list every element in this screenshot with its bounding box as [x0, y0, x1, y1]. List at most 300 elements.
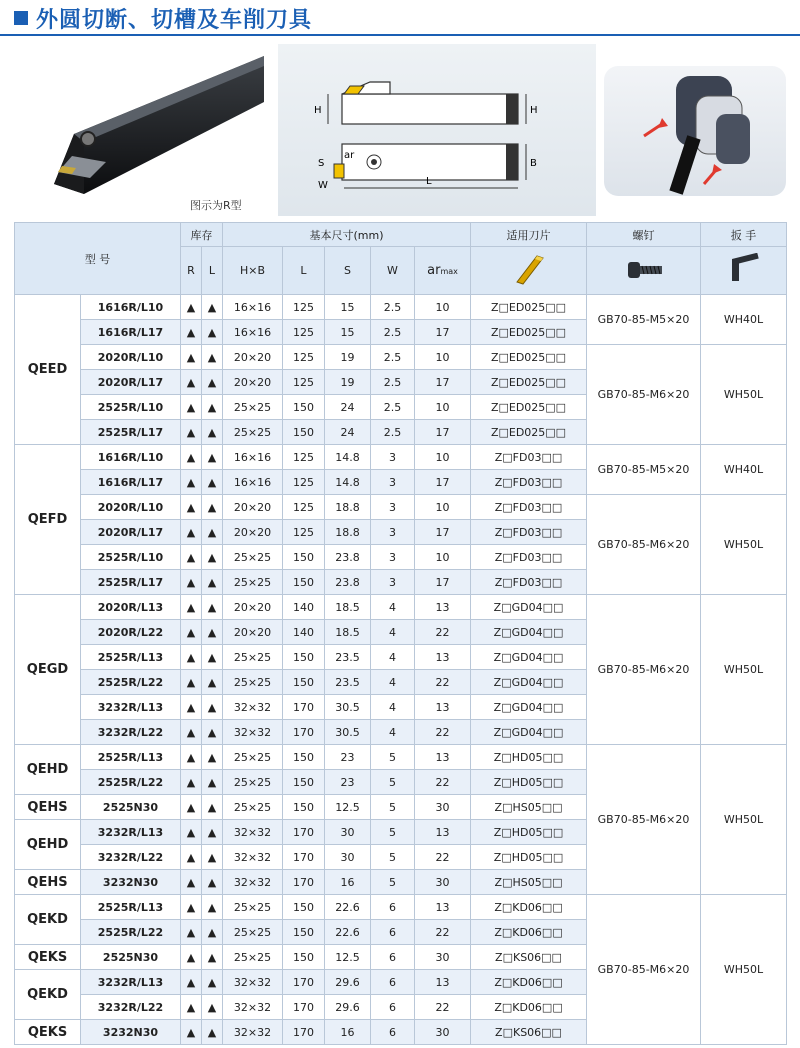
ar-cell: 22	[415, 845, 471, 870]
stock-l-cell: ▲	[202, 745, 223, 770]
insert-cell: Z□ED025□□	[471, 370, 587, 395]
length-cell: 125	[283, 345, 325, 370]
length-cell: 150	[283, 570, 325, 595]
length-cell: 150	[283, 745, 325, 770]
s-cell: 30	[325, 820, 371, 845]
stock-l-cell: ▲	[202, 945, 223, 970]
insert-image-icon	[509, 252, 549, 286]
ar-cell: 30	[415, 945, 471, 970]
length-cell: 125	[283, 520, 325, 545]
model-cell: 2525R/L10	[81, 395, 181, 420]
hxb-cell: 32×32	[223, 970, 283, 995]
ar-cell: 17	[415, 570, 471, 595]
title-divider	[0, 34, 800, 36]
group-name: QEHD	[15, 745, 81, 795]
insert-cell: Z□FD03□□	[471, 470, 587, 495]
model-cell: 3232R/L22	[81, 845, 181, 870]
stock-r-cell: ▲	[181, 520, 202, 545]
w-cell: 5	[371, 845, 415, 870]
model-cell: 1616R/L10	[81, 445, 181, 470]
stock-l-cell: ▲	[202, 295, 223, 320]
insert-icon	[471, 247, 587, 295]
w-cell: 4	[371, 645, 415, 670]
table-row	[15, 295, 787, 320]
hxb-cell: 20×20	[223, 495, 283, 520]
ar-cell: 10	[415, 295, 471, 320]
header-ar	[415, 247, 471, 295]
hxb-cell: 32×32	[223, 1020, 283, 1045]
s-cell: 24	[325, 395, 371, 420]
length-cell: 125	[283, 470, 325, 495]
w-cell: 6	[371, 970, 415, 995]
w-cell: 2.5	[371, 320, 415, 345]
length-cell: 150	[283, 670, 325, 695]
insert-cell: Z□GD04□□	[471, 720, 587, 745]
page-title: 外圆切断、切槽及车削刀具	[36, 8, 313, 33]
length-cell: 170	[283, 995, 325, 1020]
s-cell: 30.5	[325, 695, 371, 720]
hxb-cell: 16×16	[223, 320, 283, 345]
s-cell: 30.5	[325, 720, 371, 745]
stock-r-cell: ▲	[181, 870, 202, 895]
s-cell: 22.6	[325, 920, 371, 945]
stock-l-cell: ▲	[202, 795, 223, 820]
stock-r-cell: ▲	[181, 670, 202, 695]
length-cell: 170	[283, 970, 325, 995]
hxb-cell: 25×25	[223, 420, 283, 445]
ar-cell: 22	[415, 920, 471, 945]
group-name: QEHS	[15, 795, 81, 820]
insert-cell: Z□FD03□□	[471, 445, 587, 470]
s-cell: 24	[325, 420, 371, 445]
hxb-cell: 20×20	[223, 520, 283, 545]
model-cell: 1616R/L17	[81, 470, 181, 495]
stock-l-cell: ▲	[202, 370, 223, 395]
hxb-cell: 25×25	[223, 645, 283, 670]
ar-cell: 10	[415, 345, 471, 370]
hxb-cell: 25×25	[223, 945, 283, 970]
stock-r-cell: ▲	[181, 770, 202, 795]
insert-cell: Z□GD04□□	[471, 670, 587, 695]
insert-cell: Z□ED025□□	[471, 420, 587, 445]
length-cell: 125	[283, 495, 325, 520]
screw-cell: GB70-85-M5×20	[587, 445, 701, 495]
group-name: QEKD	[15, 895, 81, 945]
header-screw: 螺钉	[587, 223, 701, 247]
length-cell: 150	[283, 795, 325, 820]
stock-r-cell: ▲	[181, 345, 202, 370]
stock-r-cell: ▲	[181, 470, 202, 495]
stock-l-cell: ▲	[202, 645, 223, 670]
stock-l-cell: ▲	[202, 995, 223, 1020]
s-cell: 15	[325, 320, 371, 345]
model-cell: 1616R/L17	[81, 320, 181, 345]
insert-cell: Z□GD04□□	[471, 595, 587, 620]
table-row	[15, 745, 787, 770]
screw-image-icon	[622, 254, 666, 284]
model-cell: 2525R/L22	[81, 770, 181, 795]
wrench-cell: WH50L	[701, 495, 787, 595]
length-cell: 170	[283, 695, 325, 720]
stock-l-cell: ▲	[202, 820, 223, 845]
stock-l-cell: ▲	[202, 570, 223, 595]
s-cell: 30	[325, 845, 371, 870]
stock-l-cell: ▲	[202, 445, 223, 470]
hxb-cell: 25×25	[223, 795, 283, 820]
model-cell: 2020R/L10	[81, 495, 181, 520]
insert-cell: Z□HD05□□	[471, 745, 587, 770]
model-cell: 3232N30	[81, 870, 181, 895]
header-dims: 基本尺寸(mm)	[223, 223, 471, 247]
insert-cell: Z□GD04□□	[471, 695, 587, 720]
s-cell: 23	[325, 745, 371, 770]
w-cell: 4	[371, 695, 415, 720]
title-square-icon	[14, 11, 28, 25]
tool-holder-illustration	[14, 44, 270, 216]
w-cell: 3	[371, 495, 415, 520]
length-cell: 150	[283, 770, 325, 795]
wrench-cell: WH40L	[701, 445, 787, 495]
w-cell: 4	[371, 670, 415, 695]
dim-label-b: B	[530, 158, 537, 169]
spec-table-body	[15, 295, 787, 1045]
model-cell: 3232N30	[81, 1020, 181, 1045]
hxb-cell: 20×20	[223, 345, 283, 370]
table-row	[15, 495, 787, 520]
stock-r-cell: ▲	[181, 720, 202, 745]
s-cell: 19	[325, 370, 371, 395]
model-cell: 2020R/L22	[81, 620, 181, 645]
model-cell: 2525R/L17	[81, 420, 181, 445]
w-cell: 3	[371, 545, 415, 570]
stock-l-cell: ▲	[202, 320, 223, 345]
dim-label-s: S	[318, 158, 325, 169]
table-row	[15, 895, 787, 920]
dim-label-h2: H	[530, 105, 538, 116]
dim-label-h: H	[314, 105, 322, 116]
ar-cell: 17	[415, 520, 471, 545]
w-cell: 5	[371, 820, 415, 845]
stock-l-cell: ▲	[202, 670, 223, 695]
ar-cell: 17	[415, 320, 471, 345]
w-cell: 5	[371, 795, 415, 820]
wrench-cell: WH40L	[701, 295, 787, 345]
w-cell: 4	[371, 595, 415, 620]
ar-cell: 22	[415, 720, 471, 745]
model-cell: 2525R/L17	[81, 570, 181, 595]
stock-r-cell: ▲	[181, 545, 202, 570]
stock-l-cell: ▲	[202, 345, 223, 370]
stock-l-cell: ▲	[202, 970, 223, 995]
length-cell: 125	[283, 370, 325, 395]
length-cell: 150	[283, 895, 325, 920]
dim-label-w: W	[318, 180, 328, 191]
hxb-cell: 25×25	[223, 670, 283, 695]
s-cell: 22.6	[325, 895, 371, 920]
header-model: 型 号	[15, 223, 181, 295]
stock-r-cell: ▲	[181, 1020, 202, 1045]
hxb-cell: 25×25	[223, 745, 283, 770]
stock-r-cell: ▲	[181, 945, 202, 970]
length-cell: 140	[283, 620, 325, 645]
group-name: QEKD	[15, 970, 81, 1020]
stock-r-cell: ▲	[181, 570, 202, 595]
hxb-cell: 25×25	[223, 895, 283, 920]
insert-cell: Z□KS06□□	[471, 1020, 587, 1045]
header-wrench: 扳 手	[701, 223, 787, 247]
ar-cell: 30	[415, 870, 471, 895]
w-cell: 5	[371, 745, 415, 770]
dimension-diagram	[278, 44, 596, 216]
header-w: W	[371, 247, 415, 295]
hxb-cell: 25×25	[223, 920, 283, 945]
s-cell: 23	[325, 770, 371, 795]
hxb-cell: 32×32	[223, 820, 283, 845]
model-cell: 2020R/L10	[81, 345, 181, 370]
group-name: QEKS	[15, 1020, 81, 1045]
model-cell: 2020R/L17	[81, 520, 181, 545]
ar-cell: 13	[415, 645, 471, 670]
screw-cell: GB70-85-M6×20	[587, 595, 701, 745]
model-cell: 2525R/L22	[81, 670, 181, 695]
dim-label-ar: ar	[344, 150, 355, 161]
ar-cell: 13	[415, 895, 471, 920]
w-cell: 3	[371, 570, 415, 595]
stock-r-cell: ▲	[181, 895, 202, 920]
hxb-cell: 16×16	[223, 470, 283, 495]
title-bar	[0, 0, 800, 36]
screw-icon	[587, 247, 701, 295]
group-name: QEED	[15, 295, 81, 445]
ar-cell: 30	[415, 1020, 471, 1045]
length-cell: 150	[283, 945, 325, 970]
header-len: L	[283, 247, 325, 295]
insert-cell: Z□ED025□□	[471, 395, 587, 420]
w-cell: 5	[371, 770, 415, 795]
model-cell: 1616R/L10	[81, 295, 181, 320]
insert-cell: Z□GD04□□	[471, 620, 587, 645]
model-cell: 3232R/L13	[81, 970, 181, 995]
screw-cell: GB70-85-M6×20	[587, 745, 701, 895]
ar-cell: 13	[415, 595, 471, 620]
w-cell: 6	[371, 995, 415, 1020]
stock-l-cell: ▲	[202, 770, 223, 795]
ar-cell: 10	[415, 545, 471, 570]
stock-r-cell: ▲	[181, 495, 202, 520]
s-cell: 12.5	[325, 945, 371, 970]
insert-cell: Z□ED025□□	[471, 320, 587, 345]
hxb-cell: 20×20	[223, 595, 283, 620]
application-image	[604, 66, 786, 196]
workpiece-illustration	[604, 66, 786, 196]
s-cell: 23.8	[325, 570, 371, 595]
ar-cell: 10	[415, 395, 471, 420]
insert-cell: Z□KD06□□	[471, 895, 587, 920]
header-l: L	[202, 247, 223, 295]
length-cell: 150	[283, 545, 325, 570]
length-cell: 125	[283, 445, 325, 470]
w-cell: 2.5	[371, 295, 415, 320]
length-cell: 170	[283, 1020, 325, 1045]
stock-r-cell: ▲	[181, 820, 202, 845]
model-cell: 2525R/L13	[81, 745, 181, 770]
model-cell: 3232R/L22	[81, 720, 181, 745]
stock-r-cell: ▲	[181, 445, 202, 470]
stock-r-cell: ▲	[181, 370, 202, 395]
stock-l-cell: ▲	[202, 845, 223, 870]
stock-r-cell: ▲	[181, 695, 202, 720]
length-cell: 170	[283, 845, 325, 870]
group-name: QEGD	[15, 595, 81, 745]
hxb-cell: 25×25	[223, 570, 283, 595]
hxb-cell: 25×25	[223, 770, 283, 795]
stock-l-cell: ▲	[202, 470, 223, 495]
insert-cell: Z□HD05□□	[471, 845, 587, 870]
stock-l-cell: ▲	[202, 620, 223, 645]
ar-cell: 22	[415, 995, 471, 1020]
ar-cell: 17	[415, 420, 471, 445]
hxb-cell: 20×20	[223, 620, 283, 645]
insert-cell: Z□FD03□□	[471, 520, 587, 545]
ar-cell: 10	[415, 445, 471, 470]
stock-r-cell: ▲	[181, 995, 202, 1020]
s-cell: 12.5	[325, 795, 371, 820]
w-cell: 6	[371, 945, 415, 970]
ar-cell: 22	[415, 770, 471, 795]
group-name: QEHD	[15, 820, 81, 870]
s-cell: 23.8	[325, 545, 371, 570]
stock-l-cell: ▲	[202, 420, 223, 445]
insert-cell: Z□HD05□□	[471, 770, 587, 795]
model-cell: 2525R/L10	[81, 545, 181, 570]
screw-cell: GB70-85-M6×20	[587, 345, 701, 445]
stock-l-cell: ▲	[202, 695, 223, 720]
stock-r-cell: ▲	[181, 620, 202, 645]
s-cell: 16	[325, 1020, 371, 1045]
wrench-cell: WH50L	[701, 345, 787, 445]
header-stock: 库存	[181, 223, 223, 247]
dimension-drawing	[278, 44, 596, 216]
model-cell: 3232R/L13	[81, 820, 181, 845]
insert-cell: Z□HD05□□	[471, 820, 587, 845]
tool-holder-image	[14, 44, 270, 216]
s-cell: 18.5	[325, 595, 371, 620]
table-row	[15, 595, 787, 620]
ar-cell: 17	[415, 470, 471, 495]
wrench-cell: WH50L	[701, 595, 787, 745]
table-row	[15, 345, 787, 370]
length-cell: 150	[283, 420, 325, 445]
w-cell: 3	[371, 470, 415, 495]
s-cell: 14.8	[325, 470, 371, 495]
hxb-cell: 16×16	[223, 445, 283, 470]
stock-r-cell: ▲	[181, 295, 202, 320]
hxb-cell: 20×20	[223, 370, 283, 395]
insert-cell: Z□KD06□□	[471, 970, 587, 995]
stock-r-cell: ▲	[181, 845, 202, 870]
s-cell: 18.8	[325, 495, 371, 520]
stock-r-cell: ▲	[181, 395, 202, 420]
insert-cell: Z□FD03□□	[471, 495, 587, 520]
insert-cell: Z□ED025□□	[471, 295, 587, 320]
s-cell: 19	[325, 345, 371, 370]
hxb-cell: 32×32	[223, 720, 283, 745]
w-cell: 5	[371, 870, 415, 895]
s-cell: 14.8	[325, 445, 371, 470]
ar-cell: 30	[415, 795, 471, 820]
ar-cell: 13	[415, 970, 471, 995]
w-cell: 3	[371, 445, 415, 470]
w-cell: 4	[371, 720, 415, 745]
s-cell: 18.8	[325, 520, 371, 545]
insert-cell: Z□FD03□□	[471, 545, 587, 570]
header-insert: 适用刀片	[471, 223, 587, 247]
ar-cell: 13	[415, 695, 471, 720]
wrench-icon	[701, 247, 787, 295]
stock-l-cell: ▲	[202, 520, 223, 545]
header-s: S	[325, 247, 371, 295]
model-cell: 2020R/L13	[81, 595, 181, 620]
stock-r-cell: ▲	[181, 320, 202, 345]
stock-l-cell: ▲	[202, 495, 223, 520]
table-row	[15, 445, 787, 470]
insert-cell: Z□GD04□□	[471, 645, 587, 670]
model-cell: 2020R/L17	[81, 370, 181, 395]
s-cell: 18.5	[325, 620, 371, 645]
stock-l-cell: ▲	[202, 920, 223, 945]
hxb-cell: 25×25	[223, 545, 283, 570]
length-cell: 150	[283, 395, 325, 420]
stock-l-cell: ▲	[202, 870, 223, 895]
group-name: QEHS	[15, 870, 81, 895]
s-cell: 15	[325, 295, 371, 320]
insert-cell: Z□KS06□□	[471, 945, 587, 970]
wrench-image-icon	[724, 253, 764, 285]
model-cell: 3232R/L13	[81, 695, 181, 720]
w-cell: 3	[371, 520, 415, 545]
stock-l-cell: ▲	[202, 595, 223, 620]
w-cell: 2.5	[371, 345, 415, 370]
length-cell: 125	[283, 295, 325, 320]
stock-l-cell: ▲	[202, 545, 223, 570]
length-cell: 125	[283, 320, 325, 345]
header-hxb: H×B	[223, 247, 283, 295]
stock-r-cell: ▲	[181, 645, 202, 670]
w-cell: 6	[371, 1020, 415, 1045]
s-cell: 23.5	[325, 670, 371, 695]
model-cell: 3232R/L22	[81, 995, 181, 1020]
stock-r-cell: ▲	[181, 745, 202, 770]
model-cell: 2525R/L22	[81, 920, 181, 945]
header-r: R	[181, 247, 202, 295]
stock-r-cell: ▲	[181, 970, 202, 995]
s-cell: 29.6	[325, 995, 371, 1020]
w-cell: 6	[371, 920, 415, 945]
insert-cell: Z□HS05□□	[471, 870, 587, 895]
length-cell: 150	[283, 920, 325, 945]
image-caption: 图示为R型	[190, 199, 242, 212]
stock-r-cell: ▲	[181, 920, 202, 945]
w-cell: 6	[371, 895, 415, 920]
hxb-cell: 16×16	[223, 295, 283, 320]
hxb-cell: 32×32	[223, 995, 283, 1020]
group-name: QEKS	[15, 945, 81, 970]
model-cell: 2525R/L13	[81, 895, 181, 920]
ar-cell: 17	[415, 370, 471, 395]
insert-cell: Z□FD03□□	[471, 570, 587, 595]
model-cell: 2525N30	[81, 795, 181, 820]
dim-label-l: L	[426, 176, 432, 187]
